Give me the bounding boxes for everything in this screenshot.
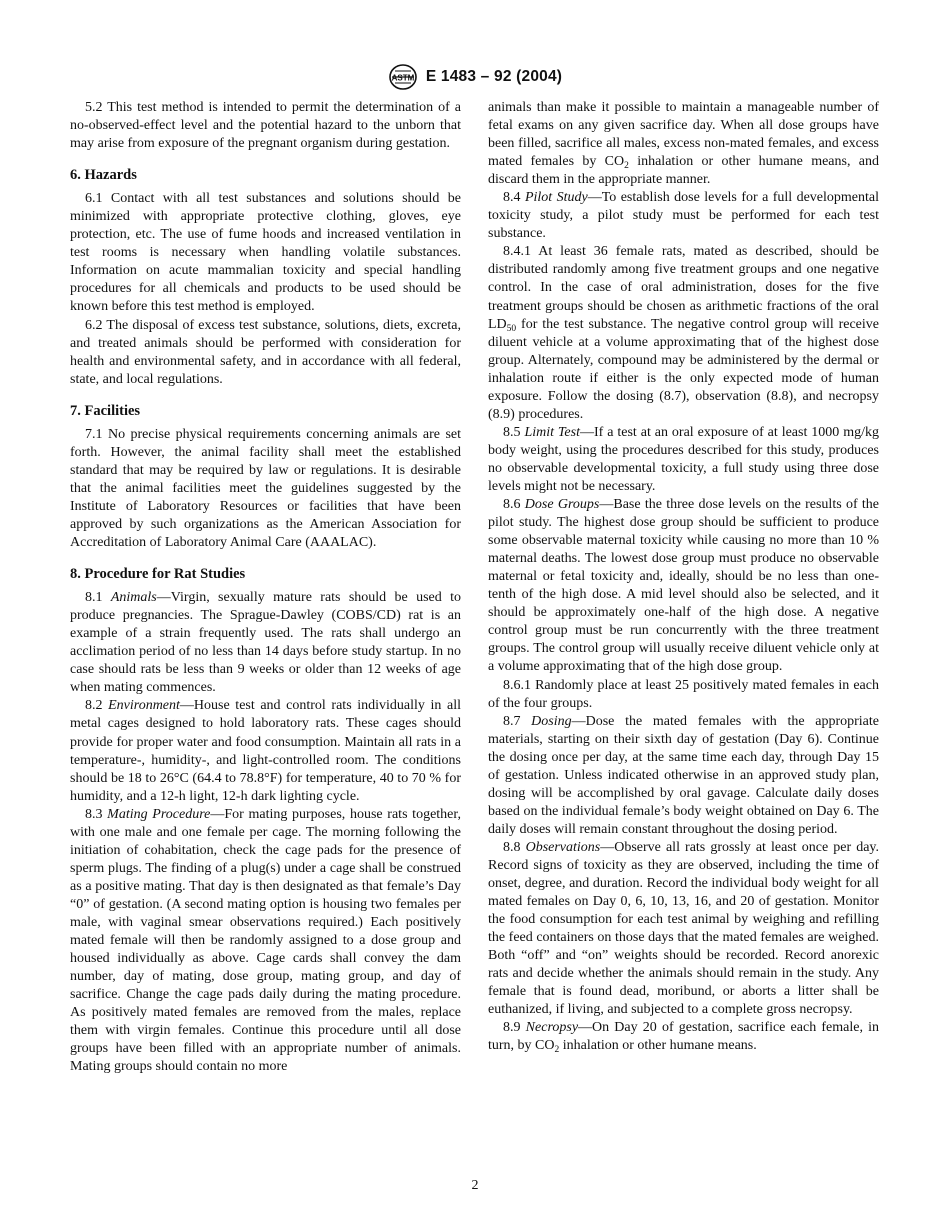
term-dose-groups: Dose Groups [524,497,600,513]
section-8-3-continued: animals than make it possible to maintain a manageable number of fetal exams on any given sacrifice day. When all dose groups have been filled, sacrifice all males, excess non-mated females, and excess mated females by $CO_2$ inhalation or other humane means, and discard them in the appropriate manner. [488,100,879,188]
section-8-4: 8.4 Pilot Study—To establish dose levels for a full developmental toxicity study, a pilot study must be performed for each test substance. [488,190,880,242]
section-8-3: 8.3 Mating Procedure—For mating purposes, house rats together, with one male and one female per cage. The morning following the initiation of cohabitation, check the cage pads for the presence of sperm plugs. The finding of a plug(s) under a cage shall be construed as a positive mating. That day is then designated as that female’s Day “0” of gestation. (A second mating option is housing two females per male, with vaginal smear observations required.) Each positively mated female will then be randomly assigned to a dose group and housed individually as above. Cage cards shall convey the dam number, day of mating, dose group, mating group, and day of sacrifice. Change the cage pads daily during the mating procedure. As positively mated females are removed from the males, replace them with virgin females. Continue this procedure until all dose groups have been filled with an appropriate number of animals. Mating groups should contain no more [70,806,461,1075]
section-7-1: 7.1 No precise physical requirements concerning animals are set forth. However, the animal facility shall meet the established standard that may be required by law or regulations. It is desirable that the animal facilities meet the guidelines suggested by the Institute of Laboratory Resources or facilities that have been approved by such organizations as the American Association for Accreditation of Laboratory Animal Care (AAALAC). [70,426,461,551]
standard-designation: E 1483 – 92 (2004) [425,68,563,85]
term-necropsy: Necropsy [525,1020,579,1036]
term-dosing: Dosing [531,713,572,729]
section-8-6-1: 8.6.1 Randomly place at least 25 positively mated females in each of the four groups. [488,677,879,711]
term-mating-procedure: Mating Procedure [107,806,211,822]
heading-procedure-rat: 8. Procedure for Rat Studies [70,566,246,583]
left-column [70,99,461,1076]
section-8-4-1: 8.4.1 At least 36 female rats, mated as described, should be distributed randomly among five treatment groups and one negative control. In the case of oral administration, doses for the five treatment groups should be chosen as arithmetic fractions of the oral $LD_{50}$ for the test substance. The negative control group will receive diluent vehicle at a volume approximating that of the highest dose group. Alternately, compound may be administered by the dermal or inhalation route if either is the only expected mode of human exposure. Follow the dosing (8.7), observation (8.8), and necropsy (8.9) procedures. [488,244,879,422]
heading-hazards: 6. Hazards [70,167,137,184]
svg-text:ASTM: ASTM [391,73,415,83]
section-8-1: 8.1 Animals—Virgin, sexually mature rats should be used to produce pregnancies. The Sprague-Dawley (COBS/CD) rat is an example of a strain frequently used. The rats shall undergo an acclimation period of no less than 14 days before study startup. In no case should rats be less than 9 weeks or older than 12 weeks of age when mating commences. [70,590,461,696]
page-number: 2 [471,1178,479,1193]
heading-facilities: 7. Facilities [70,402,141,419]
section-8-5: 8.5 Limit Test—If a test at an oral exposure of at least 1000 mg/kg body weight, using the procedures described for this study, produces no observable developmental toxicity, a full study using three dose levels might not be necessary. [488,424,879,494]
section-8-2: 8.2 Environment—House test and control rats individually in all metal cages designed to hold laboratory rats. These cages should provide for proper water and food consumption. Maintain all rats in a temperature-, humidity-, and light-controlled room. The conditions should be 18 to 26°C (64.4 to 78.8°F) for temperature, 40 to 70 % for humidity, and a 12-h light, 12-h dark lighting cycle. [70,698,462,804]
term-environment: Environment [108,698,180,714]
section-8-9: 8.9 Necropsy—On Day 20 of gestation, sacrifice each female, in turn, by $CO_2$ inhalation or other humane means. [488,1020,879,1056]
right-column [488,99,879,1055]
section-8-6: 8.6 Dose Groups—Base the three dose levels on the results of the pilot study. The highest dose group should be sufficient to produce some observable maternal toxicity while causing no more than 10 % maternal deaths. The lowest dose group must produce no observable maternal or fetal toxicity and, ideally, should be no less than one-tenth of the high dose. A mid level should also be selected, and it should be approximately one-half of the high dose. A negative control group must be run concurrently with the three treatment groups. The control group will usually receive diluent vehicle only at a volume approximating that of the high dose group. [488,497,880,675]
section-8-7: 8.7 Dosing—Dose the mated females with the appropriate materials, starting on their sixth day of gestation (Day 6). Continue the dosing once per day, at the same time each day, through Day 15 of gestation. Unless indicated otherwise in an approved study plan, dosing will be accomplished by oral gavage. Calculate daily doses based on the individual female’s body weight obtained on Day 6. The daily doses will remain constant throughout the dosing period. [488,713,879,837]
term-animals: Animals [110,590,157,606]
section-5-2: 5.2 This test method is intended to permit the determination of a no-observed-effect level and the potential hazard to the unborn that may arise from exposure of the pregnant organism during gestation. [70,100,461,152]
term-limit-test: Limit Test [524,424,580,440]
term-pilot-study: Pilot Study [524,190,588,206]
term-observations: Observations [525,839,601,855]
section-8-8: 8.8 Observations—Observe all rats grossly at least once per day. Record signs of toxicity as they are observed, including the time of onset, degree, and duration. Record the individual body weight for all mated females on Day 0, 6, 10, 13, 16, and 20 of gestation. Monitor the food consumption for each test animal by weighing and refilling the feed containers on those days that the mated females are weighed. Both “off” and “on” weights should be recorded. Record anorexic rats and decide whether the animals should remain in the study. Any female that is found dead, moribund, or aborts a litter shall be euthanized, if living, and subjected to a complete gross necropsy. [488,839,880,1018]
page-header [0,64,950,90]
section-6-1: 6.1 Contact with all test substances and solutions should be minimized with appropriate protective clothing, gloves, eye protection, etc. The use of fume hoods and increased ventilation in test rooms is necessary when handling volatile substances. Information on acute mammalian toxicity and special handling procedures for all chemicals and products to be used should be known before this test method is employed. [70,191,461,315]
section-6-2: 6.2 The disposal of excess test substance, solutions, diets, excreta, and treated animals should be performed with consideration for health and environmental safety, and in accordance with all federal, state, and local regulations. [70,317,461,387]
astm-logo-icon [388,64,418,90]
